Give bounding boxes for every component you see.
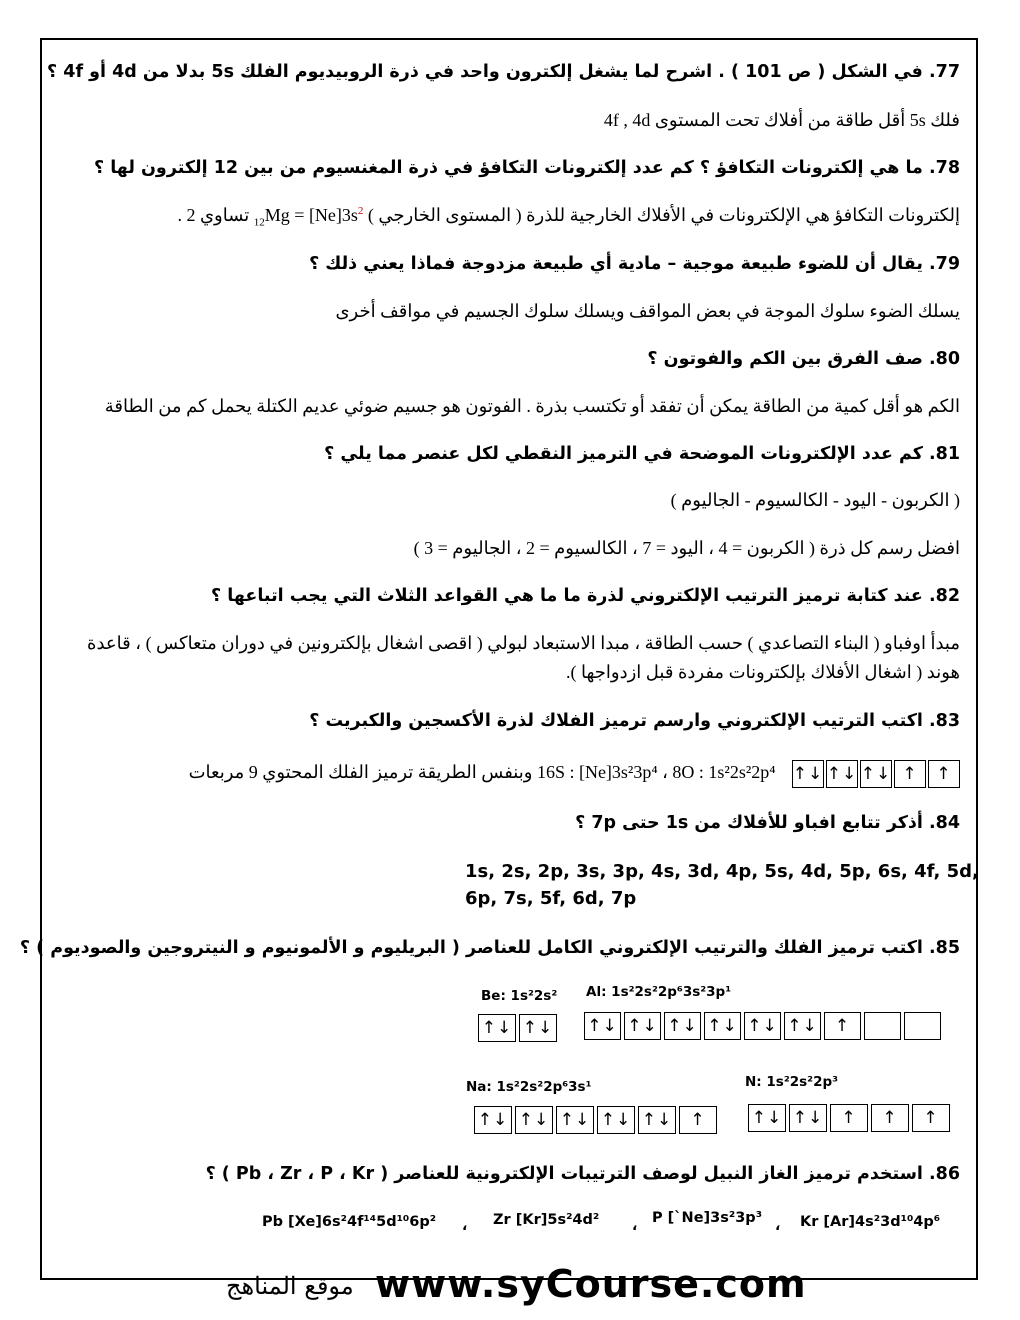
orbital-box <box>904 1012 941 1040</box>
orbital-box: ↑ <box>679 1106 717 1134</box>
be-config-label: Be: 1s²2s² <box>481 988 558 1004</box>
n-config-label: N: 1s²2s²2p³ <box>745 1074 839 1090</box>
sep-1: ، <box>462 1218 468 1234</box>
orbital-box: ↑↓ <box>556 1106 594 1134</box>
answer-79: يسلك الضوء سلوك الموجة في بعض المواقف ويسلك سلوك الجسيم في مواقف أخرى <box>335 301 960 321</box>
footer <box>0 1262 1020 1312</box>
answer-80: الكم هو أقل كمية من الطاقة يمكن أن تفقد أو تكتسب بذرة . الفوتون هو جسيم ضوئي عديم الكتلة يحمل كم من الطاقة <box>104 396 960 416</box>
orbital-box: ↑↓ <box>664 1012 701 1040</box>
orbital-box: ↑↓ <box>519 1014 557 1042</box>
sep-3: ، <box>775 1218 781 1234</box>
orbital-box: ↑↓ <box>624 1012 661 1040</box>
orbital-box: ↑↓ <box>478 1014 516 1042</box>
orbital-box: ↑↓ <box>597 1106 635 1134</box>
footer-url[interactable]: www.syCourse.com <box>375 1262 807 1306</box>
sep-2: ، <box>632 1218 638 1234</box>
oxygen-orbital-boxes <box>792 760 960 788</box>
question-79: 79. يقال أن للضوء طبيعة موجية – مادية أي طبيعة مزدوجة فماذا يعني ذلك ؟ <box>309 254 960 274</box>
question-83: 83. اكتب الترتيب الإلكتروني وارسم ترميز الفلاك لذرة الأكسجين والكبريت ؟ <box>309 711 960 731</box>
answer-78-end: تساوي 2 . <box>177 205 250 225</box>
answer-78-text: إلكترونات التكافؤ هي الإلكترونات في الأفلاك الخارجية للذرة ( المستوى الخارجي ) <box>367 205 960 225</box>
al-config-label: Al: 1s²2s²2p⁶3s²3p¹ <box>586 984 732 1000</box>
orbital-box: ↑↓ <box>584 1012 621 1040</box>
orbital-box <box>864 1012 901 1040</box>
orbital-box: ↑ <box>830 1104 868 1132</box>
sulfur-formula: 16S : [Ne]3s²3p⁴ <box>536 762 658 783</box>
answer-78 <box>60 205 960 229</box>
question-78: 78. ما هي إلكترونات التكافؤ ؟ كم عدد إلكترونات التكافؤ في ذرة المغنسيوم من بين 12 إلكترون لها ؟ <box>93 158 960 178</box>
question-85: 85. اكتب ترميز الفلك والترتيب الإلكتروني الكامل للعناصر ( البريليوم و الألمونيوم و النيتروجين والصوديوم ) ؟ <box>19 938 960 958</box>
question-77: 77. في الشكل ( ص 101 ) . اشرح لما يشغل إلكترون واحد في ذرة الروبيديوم الفلك 5s بدلا من 4d أو 4f ؟ <box>47 62 960 82</box>
footer-site-name: موقع المناهج <box>226 1272 354 1300</box>
orbital-box: ↑↓ <box>744 1012 781 1040</box>
orbital-box: ↑↓ <box>474 1106 512 1134</box>
answer-83-end: وبنفس الطريقة ترميز الفلك المحتوي 9 مربعات <box>188 762 533 783</box>
mg-formula: $_{12}Mg = [Ne]3s^2$ <box>253 205 364 229</box>
na-config-label: Na: 1s²2s²2p⁶3s¹ <box>466 1079 592 1095</box>
orbital-box: ↑ <box>912 1104 950 1132</box>
answer-81: افضل رسم كل ذرة ( الكربون = 4 ، اليود = 7 ، الكالسيوم = 2 ، الجاليوم = 3 ) <box>413 538 960 558</box>
n-orbital-boxes <box>748 1104 950 1132</box>
orbital-box: ↑↓ <box>792 760 824 788</box>
oxygen-formula: 8O : 1s²2s²2p⁴ <box>672 762 776 783</box>
orbital-box: ↑↓ <box>748 1104 786 1132</box>
question-84: 84. أذكر تتابع افباو للأفلاك من 1s حتى 7p ؟ <box>575 813 960 833</box>
na-orbital-boxes <box>474 1106 717 1134</box>
orbital-box: ↑↓ <box>704 1012 741 1040</box>
orbital-box: ↑↓ <box>784 1012 821 1040</box>
question-82: 82. عند كتابة ترميز الترتيب الإلكتروني لذرة ما ما هي القواعد الثلاث التي يجب اتباعها ؟ <box>211 586 960 606</box>
orbital-box: ↑↓ <box>638 1106 676 1134</box>
orbital-box: ↑ <box>824 1012 861 1040</box>
orbital-box: ↑ <box>894 760 926 788</box>
answer-82-line2: هوند ( اشغال الأفلاك بإلكترونات مفردة قبل ازدواجها ). <box>565 662 960 682</box>
aufbau-sequence-line2: 6p, 7s, 5f, 6d, 7p <box>465 888 637 909</box>
question-81: 81. كم عدد الإلكترونات الموضحة في الترميز النقطي لكل عنصر مما يلي ؟ <box>324 444 960 464</box>
zr-config: Zr [Kr]5s²4d² <box>493 1212 600 1228</box>
orbital-box: ↑↓ <box>515 1106 553 1134</box>
be-orbital-boxes <box>478 1014 557 1042</box>
orbital-box: ↑↓ <box>860 760 892 788</box>
element-list-81: ( الكربون - اليود - الكالسيوم - الجاليوم ) <box>670 490 960 510</box>
answer-82-line1: مبدأ اوفباو ( البناء التصاعدي ) حسب الطاقة ، مبدا الاستبعاد لبولي ( اقصى اشغال بإلكترونين في دوران متعاكس ) ، قاعدة <box>87 633 960 653</box>
orbital-box: ↑↓ <box>789 1104 827 1132</box>
answer-83: ↑↓ ↑↓ ↑↓ ↑ ↑ 8O : 1s²2s²2p⁴ ، 16S : [Ne]3s²3p⁴ وبنفس الطريقة ترميز الفلك المحتوي 9 مربعات <box>60 760 960 788</box>
orbital-box: ↑ <box>928 760 960 788</box>
orbital-box: ↑ <box>871 1104 909 1132</box>
al-orbital-boxes <box>584 1012 941 1040</box>
question-80: 80. صف الفرق بين الكم والفوتون ؟ <box>647 349 960 369</box>
aufbau-sequence-line1: 1s, 2s, 2p, 3s, 3p, 4s, 3d, 4p, 5s, 4d, 5p, 6s, 4f, 5d, <box>465 861 979 882</box>
p-config: P [`Ne]3s²3p³ <box>652 1210 763 1226</box>
kr-config: Kr [Ar]4s²3d¹⁰4p⁶ <box>800 1214 941 1230</box>
orbital-box: ↑↓ <box>826 760 858 788</box>
pb-config: Pb [Xe]6s²4f¹⁴5d¹⁰6p² <box>262 1214 437 1230</box>
question-86: 86. استخدم ترميز الغاز النبيل لوصف الترتيبات الإلكترونية للعناصر ( Pb ، Zr ، P ، Kr ) ؟ <box>205 1164 960 1184</box>
answer-77: فلك 5s أقل طاقة من أفلاك تحت المستوى 4f , 4d <box>603 110 960 130</box>
